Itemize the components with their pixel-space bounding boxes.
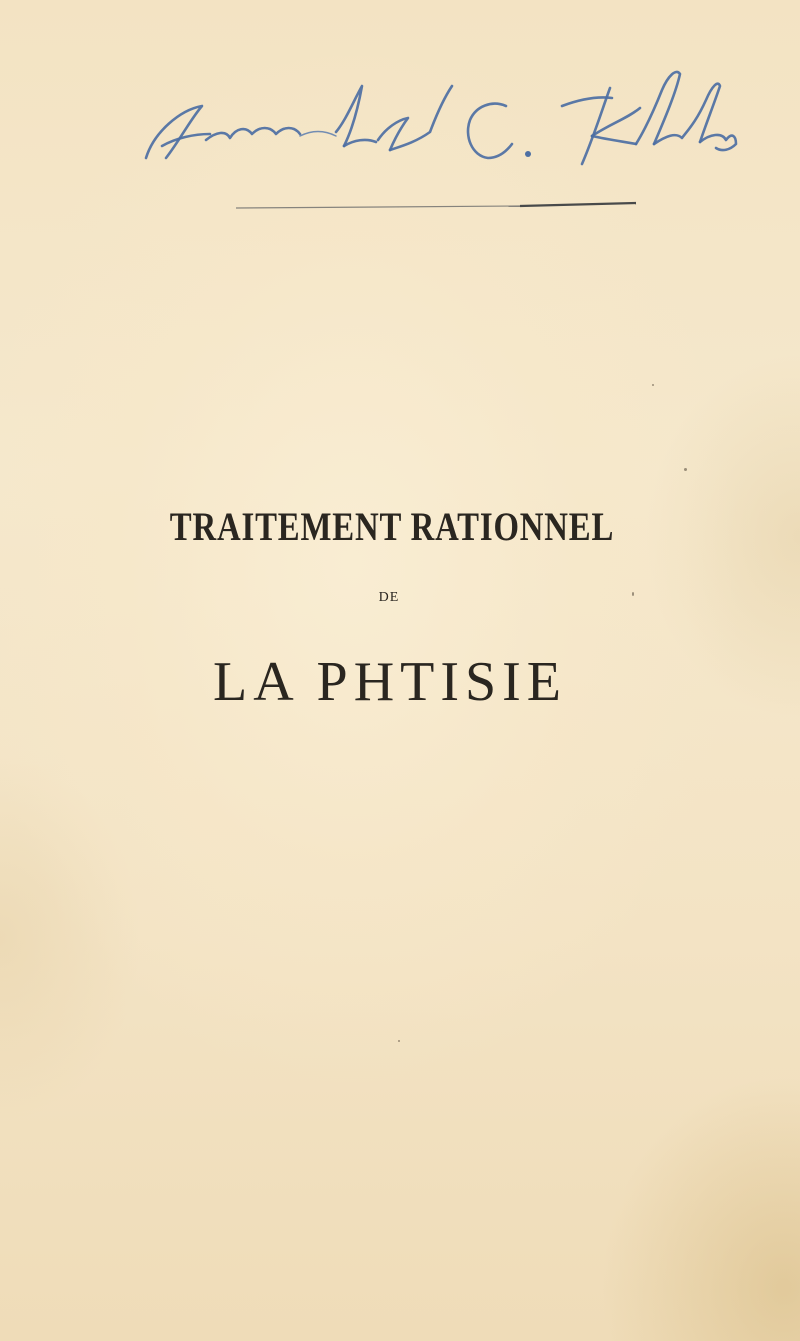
title-line-1: TRAITEMENT RATIONNEL	[169, 504, 615, 549]
paper-speck	[652, 384, 654, 386]
title-line-3: LA PHTISIE	[213, 651, 567, 713]
paper-speck	[632, 592, 634, 596]
paper-speck	[684, 468, 687, 471]
handwritten-signature	[140, 60, 740, 230]
paper-speck	[398, 1040, 400, 1042]
signature-drawing	[140, 60, 740, 230]
title-line-2: DE	[378, 590, 400, 605]
